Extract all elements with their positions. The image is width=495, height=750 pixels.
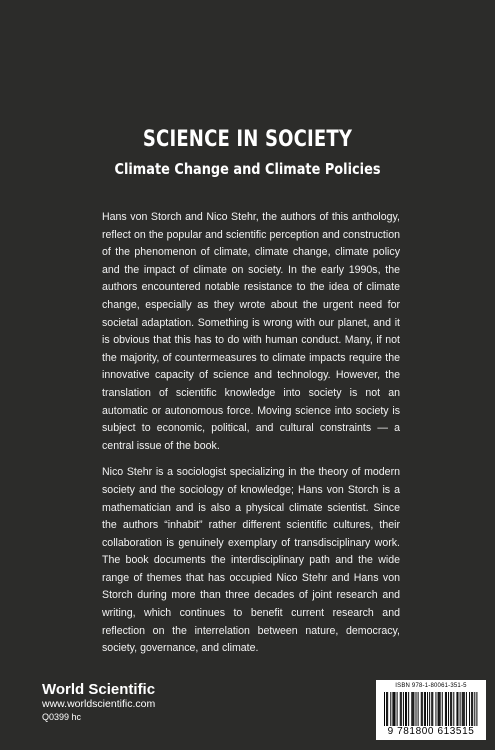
blurb-paragraph-1: Hans von Storch and Nico Stehr, the authors of this anthology, reflect on the popular and scientific perception and construction of the phenomenon of climate, climate change, climate policy and the impact of climate on society. In the early 1990s, the authors encountered notable resistance to the idea of climate change, especially as they wrote about the urgent need for societal adaptation. Something is wrong with our planet, and it is obvious that this has to do with human conduct. Many, if not the majority, of countermeasures to climate impacts require the innovative capacity of science and technology. However, the translation of scientific knowledge into society is not an automatic or autonomous force. Moving science into society is subject to economic, political, and cultural constraints — a central issue of the book. xyxy=(102,211,400,452)
publisher-url: www.worldscientific.com xyxy=(42,698,156,710)
blurb-paragraph-2: Nico Stehr is a sociologist specializing in the theory of modern society and the sociology of knowledge; Hans von Storch is a mathematician and is also a physical climate scientist. Since the authors “inhabit” rather different scientific cultures, their collaboration is genuinely exemplary of transdisciplinary work. The book documents the interdisciplinary path and the wide range of themes that has occupied Nico Stehr and Hans von Storch during more than three decades of joint research and writing, which continues to benefit current research and reflection on the interrelation between nature, democracy, society, governance, and climate. xyxy=(102,466,400,655)
book-subtitle: Climate Change and Climate Policies xyxy=(114,160,381,178)
blurb xyxy=(102,209,400,667)
publisher-name: World Scientific xyxy=(42,681,156,698)
barcode-bars xyxy=(384,692,478,726)
book-title: SCIENCE IN SOCIETY xyxy=(142,127,353,152)
isbn-label: ISBN 978-1-80061-351-5 xyxy=(395,683,467,689)
product-code: Q0399 hc xyxy=(42,712,82,722)
publisher-block xyxy=(42,681,155,723)
barcode-digits: 9 781800 613515 xyxy=(387,726,475,737)
isbn-barcode xyxy=(376,680,486,740)
